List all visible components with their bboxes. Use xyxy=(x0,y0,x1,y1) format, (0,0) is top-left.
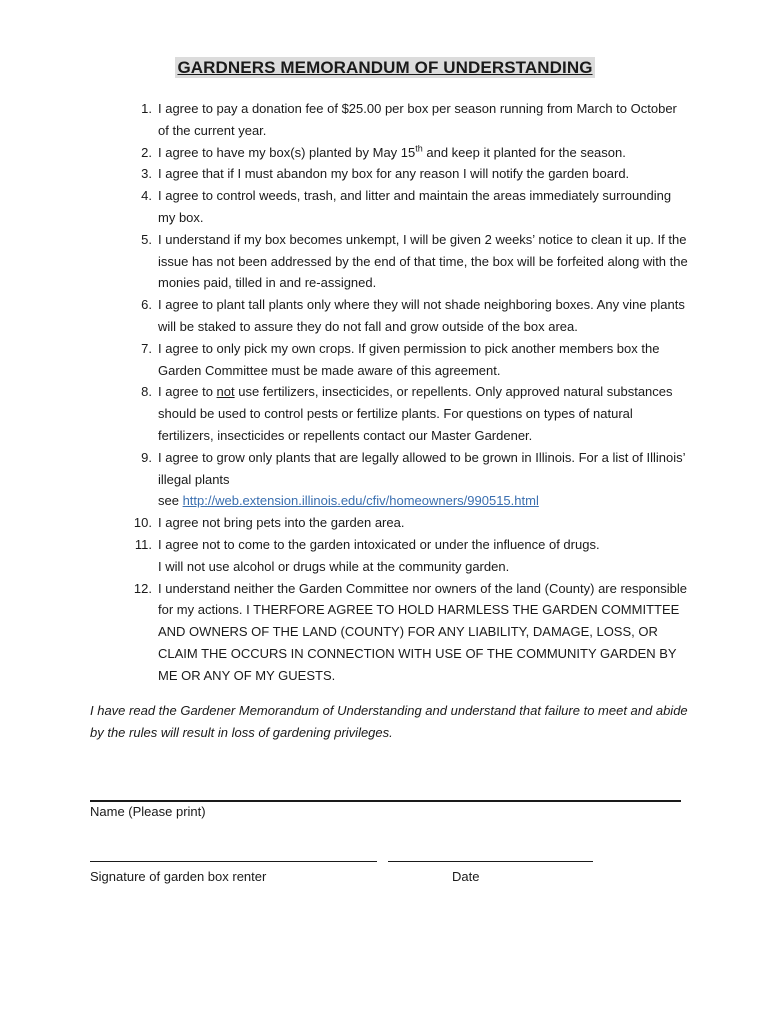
date-line[interactable] xyxy=(388,861,593,862)
list-item: 5. I understand if my box becomes unkempt, I will be given 2 weeks’ notice to clean it up. If the issue has not been addressed by the end of that time, the box will be forfeited along with the monies paid, tilled in and re-assigned. xyxy=(141,231,688,291)
name-label: Name (Please print) xyxy=(90,804,206,819)
signature-line[interactable] xyxy=(90,861,377,862)
signature-label: Signature of garden box renter xyxy=(90,869,267,884)
illegal-plants-link[interactable]: http://web.extension.illinois.edu/cfiv/homeowners/990515.html xyxy=(182,493,539,509)
list-item: 10. I agree not bring pets into the garden area. xyxy=(133,515,405,531)
list-item: 6. I agree to plant tall plants only where they will not shade neighboring boxes. Any vine plants will be staked to assure they do not fall and grow outside of the box area. xyxy=(141,297,685,334)
list-item: 3. I agree that if I must abandon my box for any reason I will notify the garden board. xyxy=(141,166,630,182)
terms-list xyxy=(133,98,688,687)
list-item: 4. I agree to control weeds, trash, and litter and maintain the areas immediately surrounding my box. xyxy=(141,188,672,225)
list-item: 7. I agree to only pick my own crops. If given permission to pick another members box the Garden Committee must be made aware of this agreement. xyxy=(141,340,660,378)
list-item: 8. I agree to not use fertilizers, insecticides, or repellents. Only approved natural substances should be used to control pests or fertilize plants. For questions on types of natural fertilizers, insecticides or repellents contact our Master Gardener. xyxy=(141,384,673,443)
list-item: 2. I agree to have my box(s) planted by May 15th and keep it planted for the season. xyxy=(141,143,626,160)
list-item: 11. I agree not to come to the garden intoxicated or under the influence of drugs. I will not use alcohol or drugs while at the community garden. xyxy=(134,536,600,574)
list-item: 1. I agree to pay a donation fee of $25.00 per box per season running from March to October of the current year. xyxy=(141,101,677,138)
list-item: 9. I agree to grow only plants that are legally allowed to be grown in Illinois. For a list of Illinois’ illegal plants see http://web.extension.illinois.edu/cfiv/homeowners/990515.html xyxy=(141,449,686,509)
acknowledgement-text: I have read the Gardener Memorandum of Understanding and understand that failure to meet and abide by the rules will result in loss of gardening privileges. xyxy=(90,703,688,740)
name-line[interactable] xyxy=(90,800,681,802)
page-title: GARDNERS MEMORANDUM OF UNDERSTANDING xyxy=(177,58,593,77)
date-label: Date xyxy=(452,869,480,884)
list-item: 12. I understand neither the Garden Committee nor owners of the land (County) are responsible for my actions. I THERFORE AGREE TO HOLD HARMLESS THE GARDEN COMMITTEE AND OWNERS OF THE LAND (COUNTY) FOR ANY LIABILITY, DAMAGE, LOSS, OR CLAIM THE OCCURS IN CONNECTION WITH USE OF THE COMMUNITY GARDEN BY ME OR ANY OF MY GUESTS. xyxy=(133,580,687,683)
